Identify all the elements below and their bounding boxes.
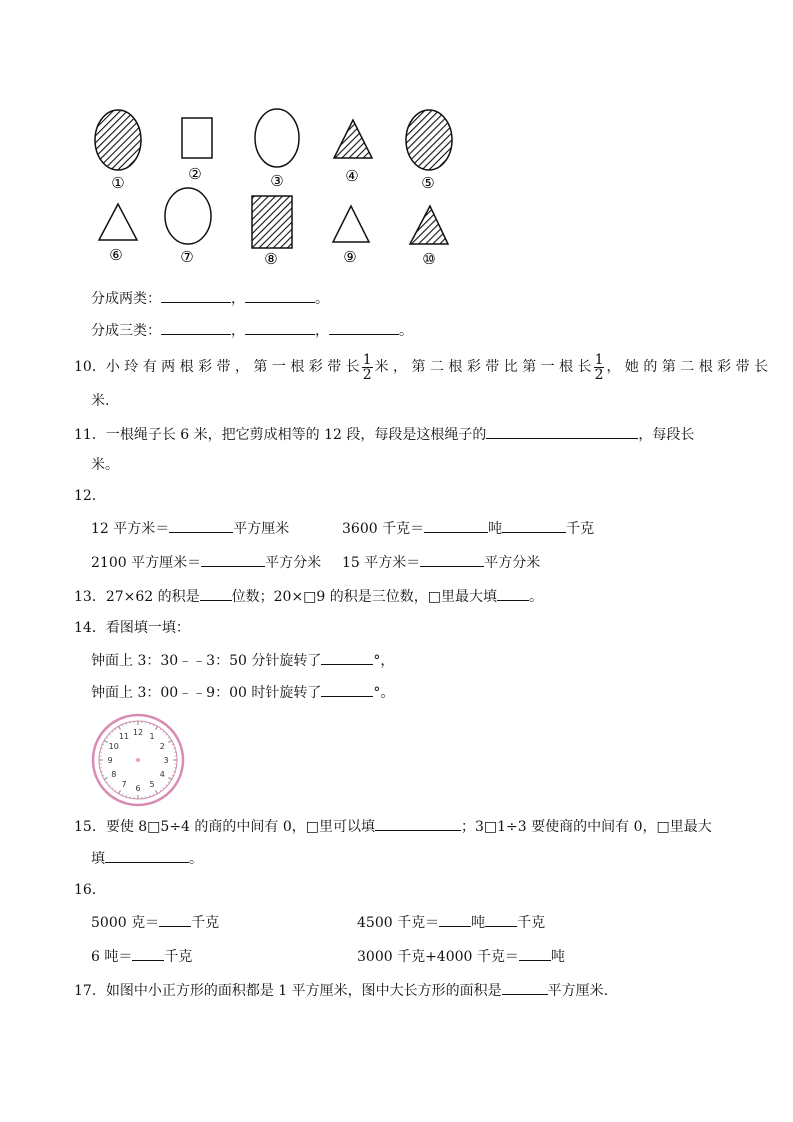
q14-number: 14． — [74, 620, 106, 636]
q12-a: 12 平方米＝ — [91, 521, 170, 537]
clock-center — [136, 758, 140, 762]
q9-sep-2: ， — [231, 323, 245, 339]
clock-number: 11 — [118, 731, 130, 741]
q14-line-1 — [91, 650, 394, 671]
q16-b-text: 4500 千克＝ — [357, 915, 440, 931]
q15-line2a: 填 — [91, 851, 105, 867]
q16-a-unit: 千克 — [191, 915, 220, 931]
q10-frac2-den: 2 — [594, 366, 604, 383]
q12-d-unit: 平方分米 — [484, 555, 541, 571]
shape-8-hatched-square — [252, 196, 292, 248]
q13-blank-2[interactable] — [497, 586, 529, 601]
q9-end: 。 — [315, 291, 329, 307]
shape-7-circle — [165, 188, 211, 244]
shape-4-hatched-triangle — [334, 120, 372, 158]
q11-text: 一根绳子长 6 米，把它剪成相等的 12 段，每段是这根绳子的 — [105, 427, 487, 443]
q12-row-2 — [91, 552, 321, 573]
q16-blank-a[interactable] — [159, 912, 191, 927]
shape-2-rectangle — [182, 118, 212, 158]
q9-two-class-label: 分成两类： — [91, 291, 161, 307]
q16-a-text: 5000 克＝ — [91, 915, 160, 931]
q15-number: 15． — [74, 819, 106, 835]
q12-blank-b1[interactable] — [424, 518, 488, 533]
clock-number: 12 — [132, 728, 144, 737]
q12-c: 2100 平方厘米＝ — [91, 555, 202, 571]
q14-blank-1[interactable] — [321, 650, 373, 665]
q14-blank-2[interactable] — [321, 682, 373, 697]
q12-a-unit: 平方厘米 — [233, 521, 290, 537]
q9-two-classes-line — [91, 288, 329, 309]
q13-part2: 位数；20×□9 的积是三位数，□里最大填 — [231, 589, 497, 605]
shapes-figure — [88, 100, 454, 272]
q16-b — [357, 912, 545, 933]
q15-blank-2[interactable] — [105, 848, 189, 863]
clock-number: 7 — [121, 780, 127, 790]
shape-label-3: ③ — [270, 172, 284, 190]
q16-d — [357, 946, 565, 967]
q17-blank[interactable] — [502, 980, 548, 995]
q10-fraction-1 — [362, 353, 373, 382]
q11-text-after: ，每段长 — [638, 427, 695, 443]
q15-blank-1[interactable] — [375, 816, 461, 831]
shape-6-triangle — [99, 204, 137, 240]
q16-number: 16． — [74, 882, 106, 898]
clock-number: 3 — [163, 756, 169, 765]
q12-b-unit1: 吨 — [488, 521, 503, 537]
q10-frac2-num: 1 — [594, 351, 604, 368]
shape-9-triangle — [333, 206, 369, 242]
q14-line-2 — [91, 682, 394, 703]
q12-blank-a[interactable] — [169, 518, 233, 533]
shape-3-oval — [255, 109, 299, 167]
q12-blank-d[interactable] — [420, 552, 484, 567]
clock-number: 5 — [149, 780, 155, 790]
q17-text: 如图中小正方形的面积都是 1 平方厘米，图中大长方形的面积是 — [105, 983, 502, 999]
q12-blank-c[interactable] — [201, 552, 265, 567]
shape-label-2: ② — [188, 165, 202, 183]
q13-line — [74, 586, 543, 607]
shape-label-5: ⑤ — [421, 174, 435, 192]
q14-line1-text: 钟面上 3：30﹣﹣3：50 分针旋转了 — [91, 653, 322, 669]
q16-blank-b1[interactable] — [439, 912, 471, 927]
q11-number: 11． — [74, 427, 106, 443]
q16-c-unit: 千克 — [164, 949, 193, 965]
q14-title: 看图填一填： — [105, 620, 190, 636]
q10-fraction-2 — [594, 353, 605, 382]
shape-label-9: ⑨ — [343, 248, 357, 266]
q12-b: 3600 千克＝ — [342, 521, 425, 537]
shape-10-hatched-triangle — [410, 206, 448, 244]
q9-three-class-label: 分成三类： — [91, 323, 161, 339]
q16-a — [91, 912, 219, 933]
q16-b-unit1: 吨 — [471, 915, 486, 931]
shape-label-8: ⑧ — [264, 250, 278, 268]
clock-number: 2 — [159, 742, 165, 751]
shape-label-1: ① — [111, 174, 125, 192]
q12-row-2b — [342, 552, 540, 573]
q10-part1: 小 玲 有 两 根 彩 带 ， 第 一 根 彩 带 长 — [105, 359, 360, 375]
q11-line-1 — [74, 424, 694, 445]
q9-blank-2[interactable] — [245, 288, 315, 303]
q10-part3: ， 她 的 第 二 根 彩 带 长 — [606, 359, 769, 375]
q10-number: 10． — [74, 359, 106, 375]
clock-number: 1 — [149, 731, 155, 741]
q15-line2b: 。 — [189, 851, 203, 867]
q11-blank[interactable] — [486, 424, 638, 439]
q12-c-unit: 平方分米 — [265, 555, 322, 571]
shape-label-10: ⑩ — [422, 250, 436, 268]
q9-sep-3: ， — [315, 323, 329, 339]
clock-number: 6 — [135, 784, 141, 793]
clock-number: 9 — [107, 756, 113, 765]
clock-number: 8 — [111, 770, 117, 779]
q13-blank-1[interactable] — [200, 586, 232, 601]
q12-row-1 — [91, 518, 289, 539]
q14-line2-text: 钟面上 3：00﹣﹣9：00 时针旋转了 — [91, 685, 322, 701]
q12-row-1b — [342, 518, 594, 539]
q10-part2: 米 ， 第 二 根 彩 带 比 第 一 根 长 — [374, 359, 592, 375]
q15-line-1 — [74, 816, 712, 837]
q15-part1: 要使 8□5÷4 的商的中间有 0，□里可以填 — [105, 819, 375, 835]
q9-three-classes-line — [91, 320, 413, 341]
shape-1-hatched-oval — [95, 110, 141, 170]
q14-line1-end: °， — [373, 653, 395, 669]
clock-number: 10 — [108, 742, 119, 751]
shape-label-7: ⑦ — [180, 248, 194, 266]
q13-number: 13． — [74, 589, 106, 605]
q9-blank-1[interactable] — [161, 288, 231, 303]
shape-label-6: ⑥ — [109, 246, 123, 264]
q12-d: 15 平方米＝ — [342, 555, 421, 571]
q14-title-line — [74, 618, 190, 638]
q9-blank-5[interactable] — [329, 320, 399, 335]
q12-blank-b2[interactable] — [502, 518, 566, 533]
clock-number: 4 — [159, 770, 165, 779]
q12-b-unit2: 千克 — [566, 521, 595, 537]
q13-part1: 27×62 的积是 — [105, 589, 200, 605]
clock-face — [90, 712, 186, 808]
q9-end-2: 。 — [399, 323, 413, 339]
q16-b-unit2: 千克 — [517, 915, 546, 931]
q11-line-2: 米。 — [91, 457, 119, 473]
q16-blank-c[interactable] — [132, 946, 164, 961]
q16-c — [91, 946, 192, 967]
q16-blank-d[interactable] — [519, 946, 551, 961]
q17-line — [74, 980, 608, 1001]
q15-line-2 — [91, 848, 203, 869]
q17-number: 17． — [74, 983, 106, 999]
shape-5-hatched-oval — [406, 110, 452, 170]
q16-blank-b2[interactable] — [485, 912, 517, 927]
q10-frac1-den: 2 — [362, 366, 372, 383]
q16-d-text: 3000 千克+4000 千克＝ — [357, 949, 519, 965]
q14-line2-end: °。 — [373, 685, 395, 701]
q16-d-unit: 吨 — [550, 949, 565, 965]
q10-frac1-num: 1 — [362, 351, 372, 368]
q17-unit: 平方厘米. — [547, 983, 609, 999]
q15-part2: ；3□1÷3 要使商的中间有 0，□里最大 — [461, 819, 712, 835]
shape-label-4: ④ — [345, 167, 359, 185]
q9-blank-3[interactable] — [161, 320, 231, 335]
q9-blank-4[interactable] — [245, 320, 315, 335]
q10-line-2: 米. — [91, 393, 110, 409]
q13-end: 。 — [529, 589, 543, 605]
q12-number: 12． — [74, 488, 106, 504]
q10-line-1 — [74, 352, 768, 382]
q16-c-text: 6 吨＝ — [91, 949, 133, 965]
q9-sep: ， — [231, 291, 245, 307]
